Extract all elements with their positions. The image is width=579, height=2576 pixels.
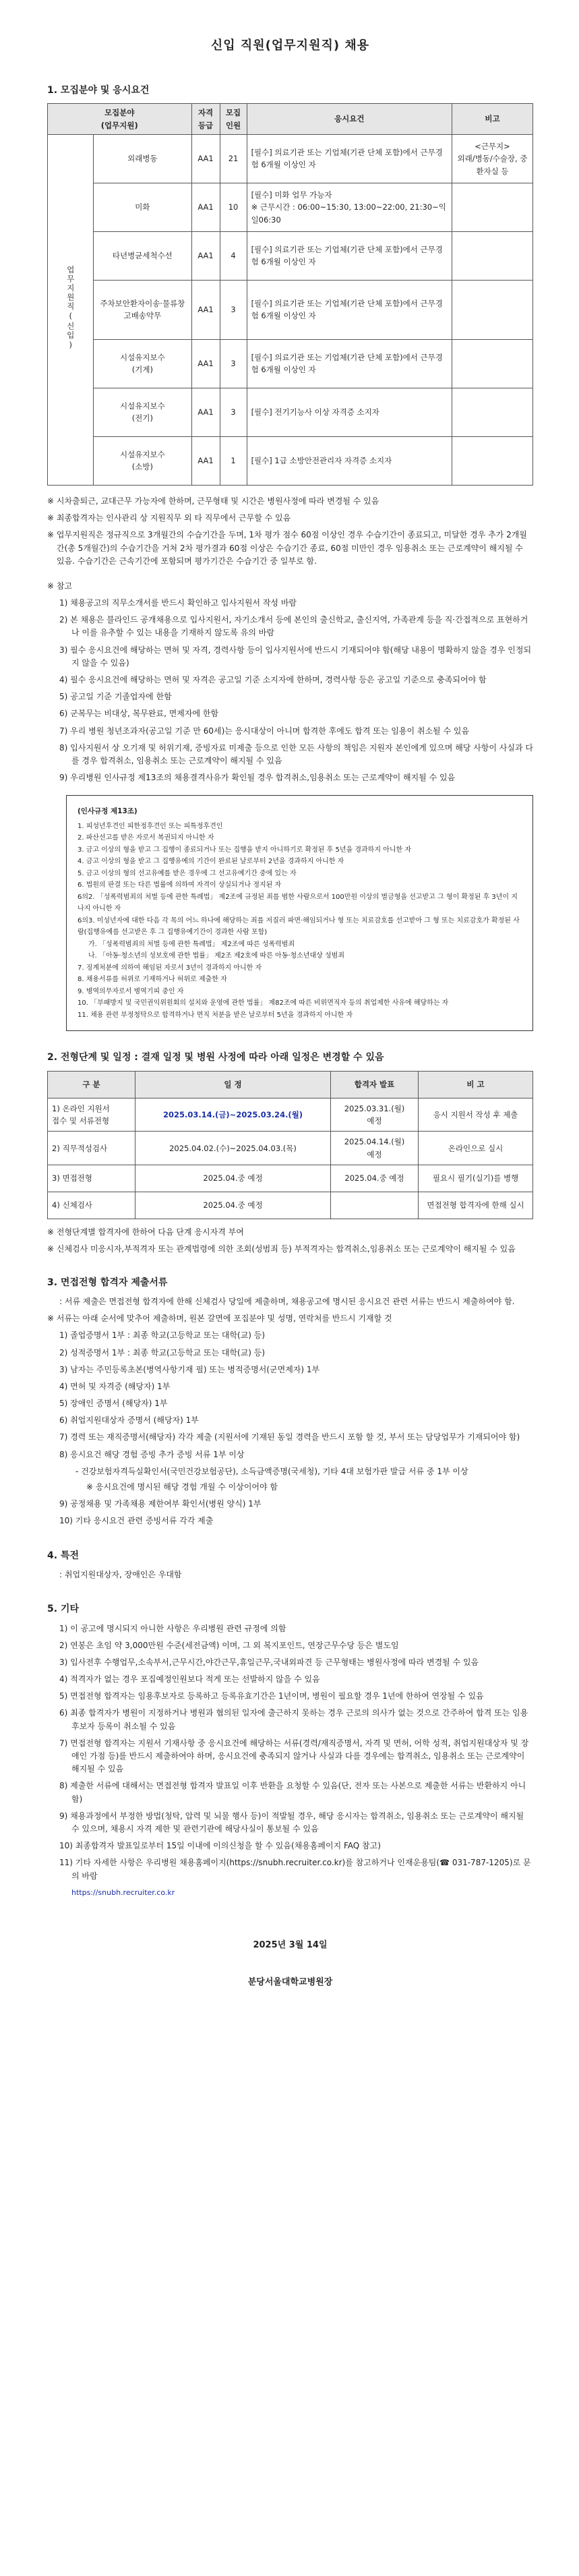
regulation-item: 10. 「부패방지 및 국민권익위원회의 설치와 운영에 관한 법률」 제82조에 따른 비위면직자 등의 취업제한 사유에 해당하는 자: [78, 999, 449, 1007]
result-cell: [331, 1192, 419, 1219]
section1-note: ※ 최종합격자는 인사관리 상 지원직무 외 타 직무에서 근무할 수 있음: [47, 513, 291, 523]
result-cell: 2025.04.14.(월) 예정: [331, 1132, 419, 1165]
date-cell: 2025.04.중 예정: [135, 1165, 331, 1192]
regulation-box: [66, 795, 533, 1031]
requirement-cell: [필수] 의료기관 또는 기업체(기관 단체 포함)에서 근무경험 6개월 이상인 자: [247, 231, 452, 280]
grade-cell: AA1: [191, 231, 220, 280]
document-item: 2) 성적증명서 1부 : 최종 학교(고등학교 또는 대학(교) 등): [59, 1347, 266, 1357]
field-cell: 미화: [94, 183, 191, 231]
section1-note: ※ 업무지원직은 정규직으로 3개월간의 수습기간을 두며, 1차 평가 점수 60점 이상인 경우 수습기간이 종료되고, 미달한 경우 추가 2개월간(총 5개월간)의 수습기간을 거쳐 2차 평가결과 60점 이상은 수습기간 종료, 60점 미만인 경우 임용취소 또는 근로계약이 해지될 수 있음. 수습기간은 근속기간에 포함되며 평가기간은 수습기간 중 일부로 함.: [47, 530, 527, 566]
section3-note: ※ 서류는 아래 순서에 맞추어 제출하며, 원본 갈면에 포집분야 및 성명, 연락처를 반드시 기재할 것: [47, 1314, 392, 1324]
regulation-item: 11. 채용 관련 부정청탁으로 합격하거나 면직 처분을 받은 날로부터 5년을 경과하지 아니한 자: [78, 1011, 353, 1019]
regulation-item: 1. 피성년후견인 피한정후견인 또는 피특정후견인: [78, 822, 223, 830]
date-cell: 2025.03.14.(금)~2025.03.24.(월): [135, 1098, 331, 1132]
col-header-requirement: 응시요건: [247, 104, 452, 135]
document-item: 1) 졸업증명서 1부 : 최종 학교(고등학교 또는 대학(교) 등): [59, 1330, 266, 1341]
regulation-subitem: 가. 「성폭력범죄의 처벌 등에 관한 특례법」 제2조에 따른 성폭력범죄: [88, 940, 295, 948]
grade-cell: AA1: [191, 339, 220, 388]
misc-item: 7) 면접전형 합격자는 지원서 기재사항 중 응시요건에 해당하는 서류(경력/재직증명서, 자격 및 면허, 어학 성적, 취업지원대상자 및 장애인 가점 등)를 반드시 제출하여야 하며, 응시요건에 충족되지 않거나 사실과 다를 경우에는 합격취소, 임용취소 또는 근로계약이 해지될 수 있음: [59, 1738, 529, 1774]
note-cell: [452, 280, 533, 339]
section2-note: ※ 전형단계별 합격자에 한하여 다음 단계 응시자격 부여: [47, 1227, 244, 1237]
requirement-cell: [필수] 의료기관 또는 기업체(기관 단체 포함)에서 근무경험 6개월 이상인 자: [247, 280, 452, 339]
count-cell: 1: [220, 436, 247, 485]
misc-item: 11) 기타 자세한 사항은 우리병원 채용홈페이지(https://snubh.recruiter.co.kr)를 참고하거나 인재운용팀(☎ 031-787-1205)로 문의 바람: [59, 1858, 531, 1881]
announcement-date: 2025년 3월 14일: [253, 1940, 328, 1951]
document-item: 8) 응시요건 해당 경험 증빙 추가 증빙 서류 1부 이상: [59, 1449, 245, 1459]
requirement-cell: [필수] 1급 소방안전관리자 자격증 소지자: [247, 436, 452, 485]
note-cell: [452, 231, 533, 280]
count-cell: 21: [220, 134, 247, 183]
section4-body: : 취업지원대상자, 장애인은 우대함: [59, 1569, 182, 1579]
misc-item: 6) 최종 합격자가 병원이 지정하거나 병원과 협의된 일자에 출근하지 못하는 경우 근로의 의사가 없는 것으로 간주하여 합격 또는 임용후보자 등록이 취소될 수 있음: [59, 1708, 528, 1731]
stage-cell: 1) 온라인 지원서 접수 및 서류전형: [48, 1098, 135, 1132]
document-item: 9) 공정채용 및 가족채용 제한여부 확인서(병원 양식) 1부: [59, 1499, 262, 1509]
col-header-grade: 자격 등급: [191, 104, 220, 135]
requirement-cell: [필수] 의료기관 또는 기업체(기관 단체 포함)에서 근무경험 6개월 이상인 자: [247, 134, 452, 183]
misc-item: 8) 제출한 서류에 대해서는 면접전형 합격자 발표일 이후 반환을 요청할 수 있음(단, 전자 또는 사본으로 제출한 서류는 반환하지 아니함): [59, 1781, 526, 1804]
note-cell: [452, 388, 533, 436]
grade-cell: AA1: [191, 280, 220, 339]
document-item: 6) 취업지원대상자 증명서 (해당자) 1부: [59, 1415, 199, 1426]
misc-item: 3) 입사전후 수행업무,소속부서,근무시간,야간근무,휴일근무,국내외파견 등 근무형태는 병원사정에 따라 변경될 수 있음: [59, 1657, 479, 1667]
col-header-result: 합격자 발표: [331, 1071, 419, 1098]
col-header-note: 비고: [452, 104, 533, 135]
document-item: 7) 경력 또는 재직증명서(해당자) 각각 제출 (지원서에 기재된 동일 경력을 반드시 포함 할 것, 부서 또는 담당업무가 기재되어야 함): [59, 1432, 520, 1442]
reference-item: 3) 필수 응시요건에 해당하는 면허 및 자격, 경력사항 등이 입사지원서에 반드시 기재되어야 함(해당 내용이 명확하지 않을 경우 인정되지 않을 수 있음): [59, 645, 532, 668]
schedule-table: [47, 1071, 533, 1220]
regulation-item: 5. 금고 이상의 형의 선고유예를 받은 경우에 그 선고유예기간 중에 있는 자: [78, 869, 297, 877]
result-cell: 2025.03.31.(월) 예정: [331, 1098, 419, 1132]
section2-note: ※ 신체검사 미응시자,부적격자 또는 관계법령에 의한 조회(성범죄 등) 부적격자는 합격취소,임용취소 또는 근로계약이 해지될 수 있음: [47, 1244, 516, 1254]
col-header-note: 비 고: [419, 1071, 533, 1098]
note-cell: [452, 436, 533, 485]
note-cell: 응시 지원서 작성 후 제출: [419, 1098, 533, 1132]
document-subitem: - 건강보험자격득실확인서(국민건강보험공단), 소득금액증명(국세청), 기타 4대 보험가판 발급 서류 중 1부 이상: [75, 1466, 468, 1476]
page-title: 신입 직원(업무지원직) 채용: [210, 38, 370, 53]
regulation-item: 8. 채용서류를 허위로 기재하거나 허위로 제출한 자: [78, 976, 227, 984]
date-cell: 2025.04.중 예정: [135, 1192, 331, 1219]
note-cell: 온라인으로 실시: [419, 1132, 533, 1165]
count-cell: 3: [220, 388, 247, 436]
regulation-item: 7. 징계처분에 의하여 해임된 자로서 3년이 경과하지 아니한 자: [78, 964, 262, 972]
section2-title: 2. 전형단계 및 일정 : 결재 일정 및 병원 사정에 따라 아래 일정은 변경할 수 있음: [47, 1052, 384, 1063]
document-subnote: ※ 응시요건에 명시된 해당 경험 개월 수 이상이어야 함: [86, 1482, 278, 1492]
document-item: 10) 기타 응시요건 관련 증빙서류 각각 제출: [59, 1516, 214, 1526]
requirement-cell: [필수] 의료기관 또는 기업체(기관 단체 포함)에서 근무경험 6개월 이상인 자: [247, 339, 452, 388]
note-cell: <근무지> 외래/병동/수술장, 중환자실 등: [452, 134, 533, 183]
misc-item: 9) 채용과정에서 부정한 방법(청탁, 압력 및 뇌물 행사 등)이 적발될 경우, 해당 응시자는 합격취소, 임용취소 또는 근로계약이 해지될 수 있으며, 채용시 자격 제한 및 관련기관에 해당사실이 통보될 수 있음: [59, 1811, 524, 1834]
reference-item: 1) 채용공고의 직무소개서를 반드시 확인하고 입사지원서 작성 바람: [59, 598, 297, 608]
field-cell: 시설유지보수 (전기): [94, 388, 191, 436]
result-cell: 2025.04.중 예정: [331, 1165, 419, 1192]
field-cell: 시설유지보수 (기계): [94, 339, 191, 388]
document-item: 3) 남자는 주민등록초본(병역사항기재 필) 또는 병적증명서(군면제자) 1부: [59, 1364, 320, 1374]
reference-item: 7) 우리 병원 청년조과자(공고일 기준 만 60세)는 응시대상이 아니며 합격한 후에도 합격 또는 임용이 취소될 수 있음: [59, 726, 470, 736]
document-item: 5) 장애인 증명서 (해당자) 1부: [59, 1399, 168, 1409]
grade-cell: AA1: [191, 388, 220, 436]
regulation-item: 9. 병역의무자로서 병역기피 중인 자: [78, 987, 184, 995]
regulation-item: 4. 금고 이상의 형을 받고 그 집행유예의 기간이 완료된 날로부터 2년을 경과하지 아니한 자: [78, 858, 344, 866]
count-cell: 3: [220, 339, 247, 388]
stage-cell: 4) 신체검사: [48, 1192, 135, 1219]
note-cell: [452, 339, 533, 388]
count-cell: 3: [220, 280, 247, 339]
date-cell: 2025.04.02.(수)~2025.04.03.(목): [135, 1132, 331, 1165]
col-header-date: 일 정: [135, 1071, 331, 1098]
recruitment-table: [47, 103, 533, 486]
reference-item: 2) 본 채용은 블라인드 공개채용으로 입사지원서, 자기소개서 등에 본인의 출신학교, 출신지역, 가족관계 등을 직·간접적으로 표현하거나 이를 유추할 수 있는 내용을 기재하지 않도록 유의 바람: [59, 615, 528, 638]
section3-title: 3. 면접전형 합격자 제출서류: [47, 1277, 168, 1288]
regulation-item: 6의2. 「성폭력범죄의 처벌 등에 관한 특례법」 제2조에 규정된 죄를 범한 사람으로서 100만원 이상의 벌금형을 선고받고 그 형이 확정된 후 3년이 지나지 아니한 자: [78, 893, 518, 913]
regulation-item: 6. 법원의 판결 또는 다른 법률에 의하여 자격이 상실되거나 정지된 자: [78, 881, 282, 889]
note-cell: [452, 183, 533, 231]
count-cell: 4: [220, 231, 247, 280]
reference-item: 9) 우리병원 인사규정 제13조의 채용결격사유가 확인될 경우 합격취소,임용취소 또는 근로계약이 해지될 수 있음: [59, 773, 456, 783]
requirement-cell: [필수] 미화 업무 가능자 ※ 근무시간 : 06:00~15:30, 13:00~22:00, 21:30~익일06:30: [247, 183, 452, 231]
stage-cell: 3) 면접전형: [48, 1165, 135, 1192]
field-cell: 타년병균세척수선: [94, 231, 191, 280]
note-cell: 필요시 필기(실기)를 병행: [419, 1165, 533, 1192]
col-header-field: 모집분야 (업무지원): [48, 104, 192, 135]
reference-item: 4) 필수 응시요건에 해당하는 면허 및 자격은 공고일 기준 소지자에 한하며, 경력사항 등은 공고일 기준으로 충족되어야 함: [59, 675, 487, 685]
col-header-count: 모집 인원: [220, 104, 247, 135]
field-cell: 외래병동: [94, 134, 191, 183]
field-cell: 주차보안환자이송·물류창고배송약무: [94, 280, 191, 339]
field-cell: 시설유지보수 (소방): [94, 436, 191, 485]
stage-cell: 2) 직무적성검사: [48, 1132, 135, 1165]
regulation-item: 2. 파산선고를 받은 자로서 복권되지 아니한 자: [78, 834, 214, 842]
document-item: 4) 면허 및 자격증 (해당자) 1부: [59, 1381, 171, 1391]
misc-item: 5) 면접전형 합격자는 임용후보자로 등록하고 등록유효기간은 1년이며, 병원이 필요할 경우 1년에 한하여 연장될 수 있음: [59, 1691, 484, 1701]
regulation-item: 6의3. 미성년자에 대한 다음 각 목의 어느 하나에 해당하는 죄를 저질러 파면·해임되거나 형 또는 치료감호를 선고받아 그 형 또는 치료감호가 확정된 사람(집행유예를 선고받은 후 그 집행유예기간이 경과한 사람 포함): [78, 916, 520, 937]
grade-cell: AA1: [191, 436, 220, 485]
reference-item: 5) 공고일 기준 기졸업자에 한함: [59, 692, 172, 702]
misc-item: 4) 적격자가 없는 경우 포집예정인원보다 적게 또는 선발하지 않을 수 있음: [59, 1674, 320, 1685]
reference-item: 6) 군복무는 비대상, 복무완료, 면제자에 한함: [59, 709, 219, 719]
count-cell: 10: [220, 183, 247, 231]
grade-cell: AA1: [191, 183, 220, 231]
col-header-stage: 구 분: [48, 1071, 135, 1098]
section4-title: 4. 특전: [47, 1550, 79, 1561]
issuing-organization: 분당서울대학교병원장: [247, 1977, 333, 1988]
regulation-subitem: 나. 「아동·청소년의 성보호에 관한 법률」 제2조 제2호에 따른 아동·청소년대상 성범죄: [88, 952, 344, 960]
section1-title: 1. 모집분야 및 응시요건: [47, 84, 150, 96]
section3-intro: : 서류 제출은 면접전형 합격자에 한해 신체검사 당일에 제출하며, 채용공고에 명시된 응시요건 관련 서류는 반드시 제출하여야 함.: [59, 1296, 515, 1306]
regulation-heading: (인사규정 제13조): [78, 807, 138, 816]
requirement-cell: [필수] 전기기능사 이상 자격증 소지자: [247, 388, 452, 436]
misc-item: 2) 연봉은 초임 약 3,000만원 수준(세전금액) 이며, 그 외 복지포인트, 연장근무수당 등은 별도임: [59, 1640, 399, 1650]
category-label: 업무지원직(신입): [65, 265, 75, 351]
regulation-item: 3. 금고 이상의 형을 받고 그 집행이 종료되거나 또는 집행을 받지 아니하기로 확정된 후 5년을 경과하지 아니한 자: [78, 846, 411, 854]
section1-note: ※ 시차출퇴근, 교대근무 가능자에 한하며, 근무형태 및 시간은 병원사정에 따라 변경될 수 있음: [47, 496, 379, 506]
section5-title: 5. 기타: [47, 1604, 79, 1615]
reference-heading: ※ 참고: [47, 581, 73, 591]
grade-cell: AA1: [191, 134, 220, 183]
misc-item: 1) 이 공고에 명시되지 아니한 사항은 우리병원 관련 규정에 의함: [59, 1623, 286, 1633]
misc-item: 10) 최종합격자 발표일로부터 15일 이내에 이의신청을 할 수 있음(채용홈페이지 FAQ 참고): [59, 1841, 381, 1851]
recruit-homepage-link[interactable]: https://snubh.recruiter.co.kr: [71, 1887, 175, 1897]
note-cell: 면접전형 합격자에 한해 실시: [419, 1192, 533, 1219]
reference-item: 8) 입사지원서 상 오기재 및 허위기재, 증빙자료 미제출 등으로 인한 모든 사항의 책임은 지원자 본인에게 있으며 해당 사항이 사실과 다를 경우 합격취소, 임용취소 또는 근로계약이 해지될 수 있음: [59, 742, 533, 765]
